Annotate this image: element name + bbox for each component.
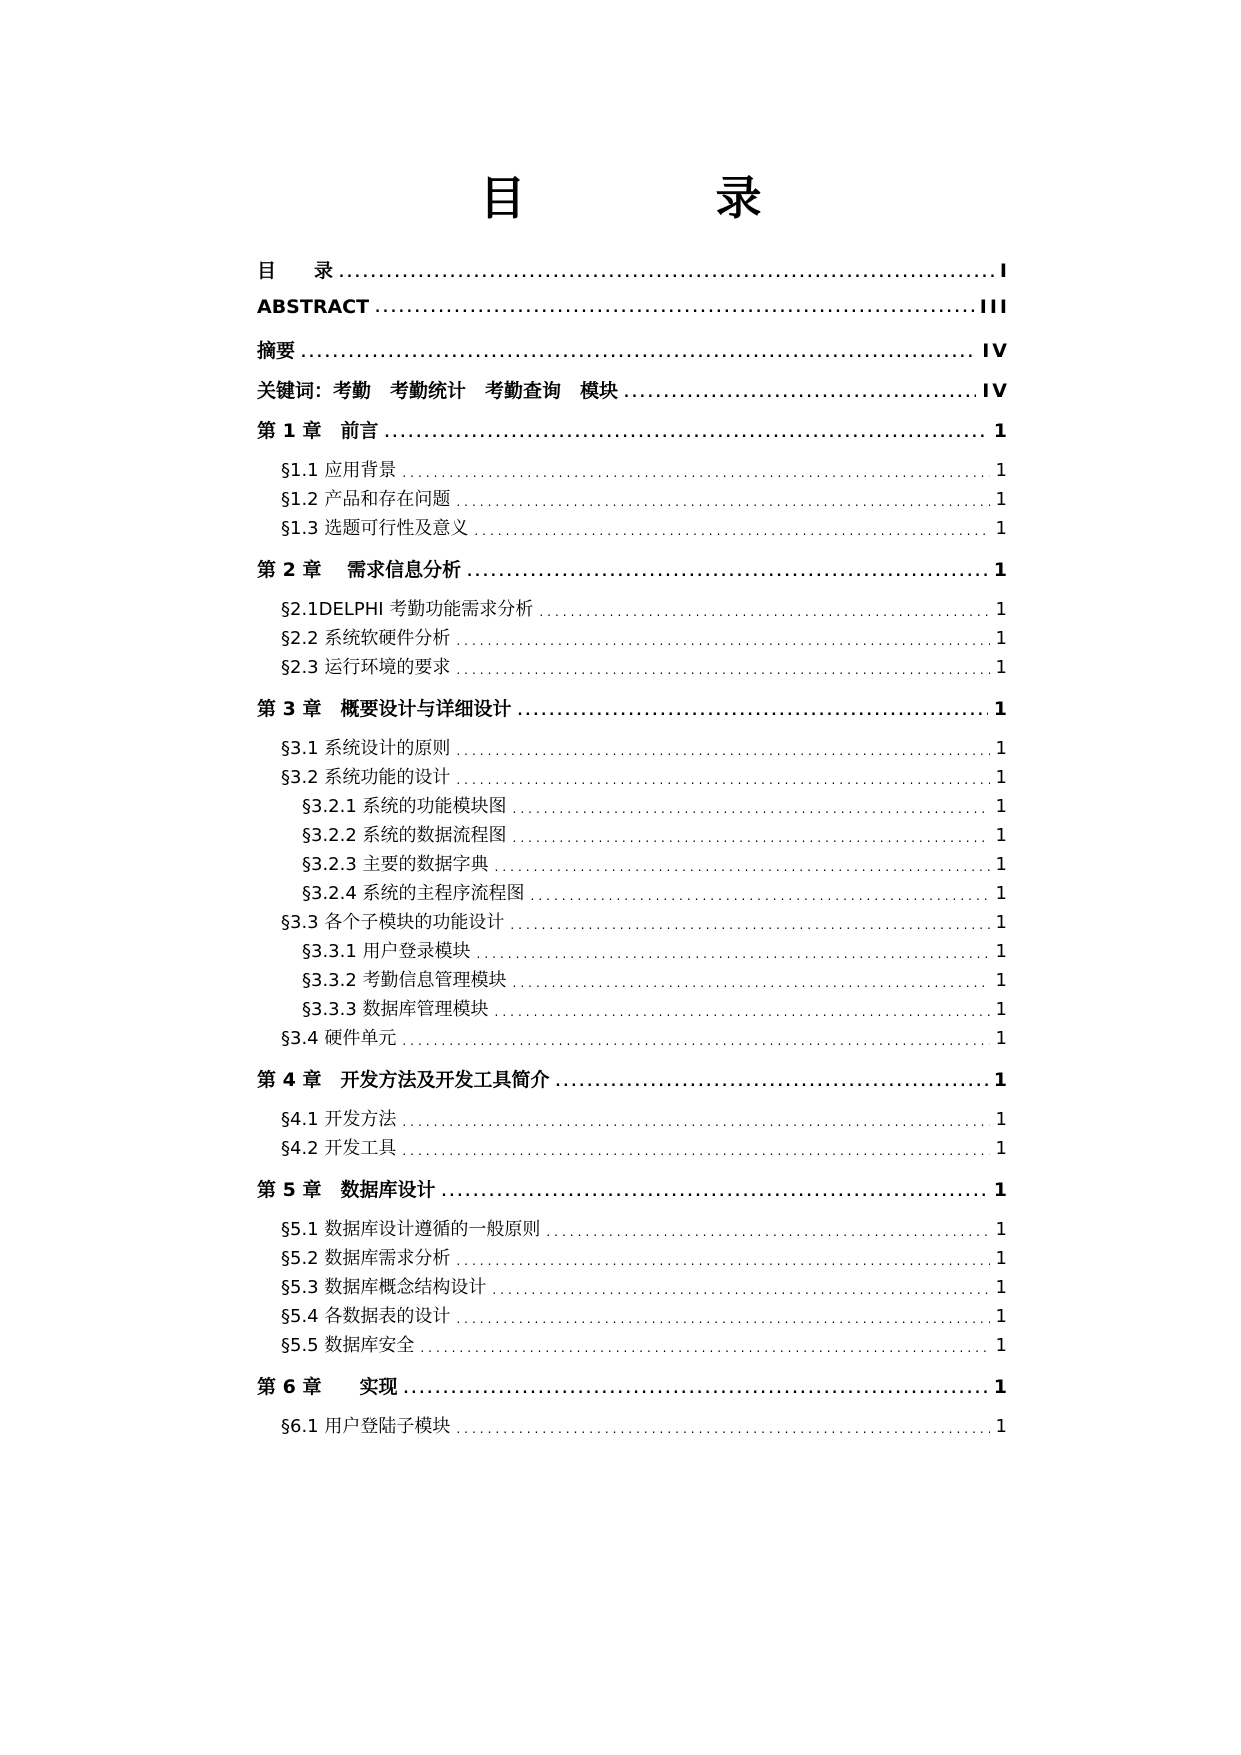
toc-section-entry[interactable] <box>281 624 1010 650</box>
toc-entry-label: §3.2.4 系统的主程序流程图 <box>302 883 525 904</box>
toc-dot-leader <box>513 802 990 818</box>
toc-chapter-entry[interactable] <box>257 416 1010 443</box>
toc-section-entry[interactable] <box>281 1244 1010 1270</box>
toc-page-number: 1 <box>995 518 1010 539</box>
toc-entry-label: §3.2 系统功能的设计 <box>281 767 451 788</box>
toc-chapter-entry[interactable] <box>257 694 1010 721</box>
toc-section-entry[interactable] <box>281 514 1010 540</box>
toc-page-number: 1 <box>995 1335 1010 1356</box>
toc-section-entry[interactable] <box>302 850 1010 876</box>
toc-chapter-entry[interactable] <box>257 1372 1010 1399</box>
toc-dot-leader <box>513 976 990 992</box>
toc-section-entry[interactable] <box>281 1273 1010 1299</box>
toc-page-number: 1 <box>995 854 1010 875</box>
toc-section-entry[interactable] <box>281 653 1010 679</box>
toc-entry-label: §4.1 开发方法 <box>281 1109 397 1130</box>
toc-page-number: 1 <box>993 1179 1010 1201</box>
toc-section-entry[interactable] <box>302 995 1010 1021</box>
toc-dot-leader <box>495 1005 990 1021</box>
toc-chapter-entry[interactable] <box>257 1065 1010 1092</box>
toc-entry-label: §1.2 产品和存在问题 <box>281 489 451 510</box>
toc-dot-leader <box>510 918 989 934</box>
toc-page-number: 1 <box>993 1376 1010 1398</box>
toc-page-number: 1 <box>995 1306 1010 1327</box>
toc-dot-leader <box>624 387 976 403</box>
toc-page-number: 1 <box>995 1219 1010 1240</box>
toc-section-entry[interactable] <box>302 966 1010 992</box>
toc-entry-label: 第 3 章 概要设计与详细设计 <box>257 698 512 720</box>
toc-section-entry[interactable] <box>281 1215 1010 1241</box>
toc-dot-leader <box>555 1076 987 1092</box>
toc-page-number: 1 <box>995 1138 1010 1159</box>
toc-dot-leader <box>539 605 989 621</box>
toc-dot-leader <box>384 427 987 443</box>
toc-entry-label: 第 5 章 数据库设计 <box>257 1179 436 1201</box>
toc-dot-leader <box>495 860 990 876</box>
toc-entry-label: 第 4 章 开发方法及开发工具简介 <box>257 1069 550 1091</box>
toc-page-number: 1 <box>995 999 1010 1020</box>
toc-page-number: 1 <box>995 883 1010 904</box>
toc-section-entry[interactable] <box>281 1331 1010 1357</box>
toc-dot-leader <box>456 1422 989 1438</box>
toc-dot-leader <box>441 1186 987 1202</box>
toc-page-number: 1 <box>995 738 1010 759</box>
toc-page-number: 1 <box>995 1416 1010 1437</box>
toc-entry-label: ABSTRACT <box>257 296 370 318</box>
toc-dot-leader <box>403 1383 987 1399</box>
toc-dot-leader <box>456 663 989 679</box>
toc-dot-leader <box>339 267 994 283</box>
toc-page-number: 1 <box>995 489 1010 510</box>
toc-entry-label: §3.2.1 系统的功能模块图 <box>302 796 507 817</box>
toc-page-number: 1 <box>993 698 1010 720</box>
toc-entry-label: §2.3 运行环境的要求 <box>281 657 451 678</box>
toc-section-entry[interactable] <box>281 734 1010 760</box>
toc-entry-label: §6.1 用户登陆子模块 <box>281 1416 451 1437</box>
toc-dot-leader <box>456 1312 989 1328</box>
toc-entry-label: §2.2 系统软硬件分析 <box>281 628 451 649</box>
toc-section-entry[interactable] <box>302 879 1010 905</box>
toc-page-number: 1 <box>995 1277 1010 1298</box>
toc-page-number: 1 <box>995 912 1010 933</box>
toc-dot-leader <box>301 347 976 363</box>
toc-dot-leader <box>456 1254 989 1270</box>
toc-entry-label: §1.1 应用背景 <box>281 460 397 481</box>
toc-dot-leader <box>456 773 989 789</box>
toc-dot-leader <box>513 831 990 847</box>
toc-dot-leader <box>477 947 990 963</box>
toc-dot-leader <box>402 466 989 482</box>
toc-entry-label: §3.3.1 用户登录模块 <box>302 941 471 962</box>
toc-entry-label: §5.1 数据库设计遵循的一般原则 <box>281 1219 541 1240</box>
toc-chapter-entry[interactable] <box>257 256 1010 283</box>
toc-entry-label: §3.1 系统设计的原则 <box>281 738 451 759</box>
toc-page-number: 1 <box>995 1109 1010 1130</box>
toc-page-number: 1 <box>995 796 1010 817</box>
toc-section-entry[interactable] <box>302 792 1010 818</box>
toc-page-number: 1 <box>995 599 1010 620</box>
toc-dot-leader <box>375 302 974 318</box>
toc-dot-leader <box>456 634 989 650</box>
toc-entry-label: §4.2 开发工具 <box>281 1138 397 1159</box>
toc-dot-leader <box>420 1341 989 1357</box>
toc-page-number: 1 <box>995 460 1010 481</box>
toc-entry-label: 关键词：考勤 考勤统计 考勤查询 模块 <box>257 380 619 402</box>
page-title: 目 录 <box>479 171 834 225</box>
toc-entry-label: §3.3.3 数据库管理模块 <box>302 999 489 1020</box>
toc-chapter-entry[interactable] <box>257 555 1010 582</box>
toc-section-entry[interactable] <box>281 1105 1010 1131</box>
toc-entry-label: §5.3 数据库概念结构设计 <box>281 1277 487 1298</box>
toc-entry-label: §5.4 各数据表的设计 <box>281 1306 451 1327</box>
toc-dot-leader <box>492 1283 989 1299</box>
toc-chapter-entry[interactable] <box>257 296 1010 318</box>
toc-dot-leader <box>474 524 989 540</box>
toc-entry-label: §3.2.3 主要的数据字典 <box>302 854 489 875</box>
toc-section-entry[interactable] <box>281 908 1010 934</box>
toc-entry-label: 第 6 章 实现 <box>257 1376 398 1398</box>
toc-entry-label: §3.3 各个子模块的功能设计 <box>281 912 505 933</box>
toc-dot-leader <box>467 566 988 582</box>
toc-section-entry[interactable] <box>281 1412 1010 1438</box>
toc-page-number: 1 <box>993 559 1010 581</box>
toc-section-entry[interactable] <box>281 763 1010 789</box>
toc-entry-label: 目 录 <box>257 260 334 282</box>
toc-dot-leader <box>402 1034 989 1050</box>
toc-dot-leader <box>517 705 987 721</box>
toc-dot-leader <box>402 1115 989 1131</box>
toc-page-number: III <box>979 296 1010 318</box>
toc-page-number: 1 <box>995 825 1010 846</box>
toc-entry-label: §3.4 硬件单元 <box>281 1028 397 1049</box>
toc-chapter-entry[interactable] <box>257 336 1010 363</box>
toc-dot-leader <box>456 744 989 760</box>
toc-page-number: 1 <box>995 628 1010 649</box>
toc-page-number: 1 <box>993 1069 1010 1091</box>
toc-page-number: 1 <box>995 767 1010 788</box>
toc-page-number: 1 <box>995 657 1010 678</box>
toc-dot-leader <box>456 495 989 511</box>
toc-section-entry[interactable] <box>281 1302 1010 1328</box>
toc-page-number: 1 <box>995 941 1010 962</box>
toc-chapter-entry[interactable] <box>257 376 1010 403</box>
toc-page-number: 1 <box>995 1028 1010 1049</box>
toc-dot-leader <box>531 889 990 905</box>
toc-page-number: 1 <box>995 1248 1010 1269</box>
toc-section-entry[interactable] <box>281 485 1010 511</box>
toc-section-entry[interactable] <box>302 937 1010 963</box>
toc-entry-label: §3.2.2 系统的数据流程图 <box>302 825 507 846</box>
toc-entry-label: 摘要 <box>257 340 296 362</box>
toc-page-number: 1 <box>995 970 1010 991</box>
toc-page-number: IV <box>982 340 1010 362</box>
toc-entry-label: §1.3 选题可行性及意义 <box>281 518 469 539</box>
toc-page-number: IV <box>982 380 1010 402</box>
toc-section-entry[interactable] <box>302 821 1010 847</box>
toc-dot-leader <box>546 1225 989 1241</box>
toc-entry-label: §3.3.2 考勤信息管理模块 <box>302 970 507 991</box>
toc-section-entry[interactable] <box>281 456 1010 482</box>
toc-section-entry[interactable] <box>281 595 1010 621</box>
toc-entry-label: 第 2 章 需求信息分析 <box>257 559 462 581</box>
toc-dot-leader <box>402 1144 989 1160</box>
toc-entry-label: §5.2 数据库需求分析 <box>281 1248 451 1269</box>
toc-page-number: 1 <box>993 420 1010 442</box>
toc-section-entry[interactable] <box>281 1024 1010 1050</box>
toc-section-entry[interactable] <box>281 1134 1010 1160</box>
toc-entry-label: §5.5 数据库安全 <box>281 1335 415 1356</box>
toc-page-number: I <box>999 260 1010 282</box>
toc-entry-label: §2.1DELPHI 考勤功能需求分析 <box>281 599 534 620</box>
toc-entry-label: 第 1 章 前言 <box>257 420 379 442</box>
toc-chapter-entry[interactable] <box>257 1175 1010 1202</box>
